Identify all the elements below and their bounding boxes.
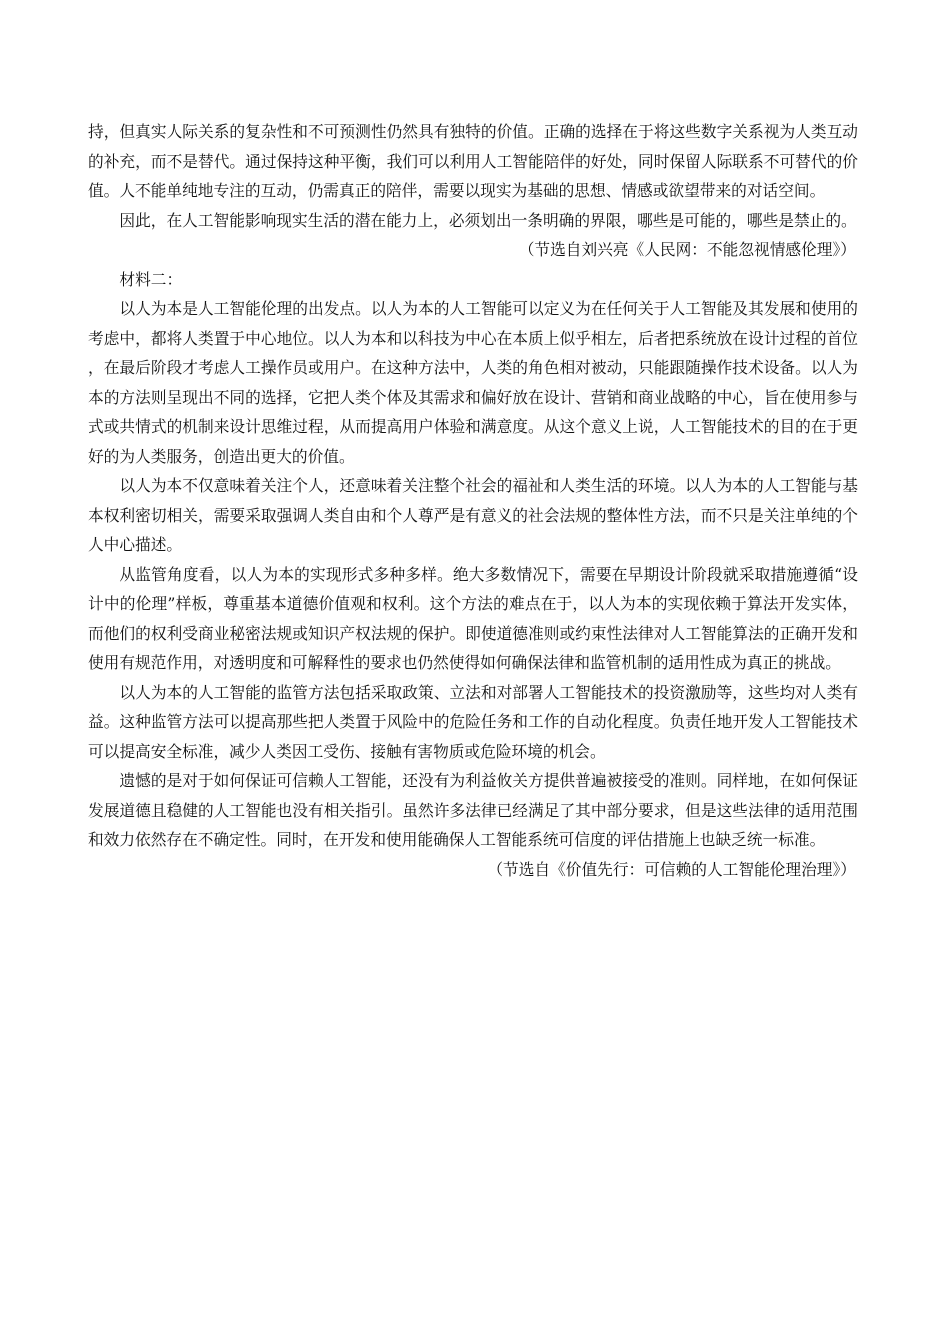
paragraph: 以人为本的人工智能的监管方法包括采取政策、立法和对部署人工智能技术的投资激励等，这些均对人类有益。这种监管方法可以提高那些把人类置于风险中的危险任务和工作的自动化程度。负责任地开发人工智能技术可以提高安全标准，减少人类因工受伤、接触有害物质或危险环境的机会。 — [88, 682, 858, 761]
source-citation-1: （节选自刘兴亮《人民网：不能忽视情感伦理》） — [518, 240, 856, 259]
paragraph: 从监管角度看，以人为本的实现形式多种多样。绝大多数情况下，需要在早期设计阶段就采取措施遵循“设计中的伦理”样板，尊重基本道德价值观和权利。这个方法的难点在于，以人为本的实现依赖于算法开发实体，而他们的权利受商业秘密法规或知识产权法规的保护。即使道德准则或约束性法律对人工智能算法的正确开发和使用有规范作用，对透明度和可解释性的要求也仍然使得如何确保法律和监管机制的适用性成为真正的挑战。 — [88, 564, 858, 672]
paragraph: 遗憾的是对于如何保证可信赖人工智能，还没有为利益攸关方提供普遍被接受的准则。同样地，在如何保证发展道德且稳健的人工智能也没有相关指引。虽然许多法律已经满足了其中部分要求，但是这些法律的适用范围和效力依然存在不确定性。同时，在开发和使用能确保人工智能系统可信度的评估措施上也缺乏统一标准。 — [88, 771, 858, 849]
paragraph: 以人为本不仅意味着关注个人，还意味着关注整个社会的福祉和人类生活的环境。以人为本的人工智能与基本权利密切相关，需要采取强调人类自由和个人尊严是有意义的社会法规的整体性方法，而不只是关注单纯的个人中心描述。 — [88, 476, 858, 554]
document-page — [88, 117, 858, 884]
material-2-heading: 材料二： — [119, 269, 183, 289]
paragraph-conclusion: 因此，在人工智能影响现实生活的潜在能力上，必须划出一条明确的界限，哪些是可能的，哪些是禁止的。 — [119, 210, 857, 230]
paragraph-continuation: 持，但真实人际关系的复杂性和不可预测性仍然具有独特的价值。正确的选择在于将这些数字关系视为人类互动的补充，而不是替代。通过保持这种平衡，我们可以利用人工智能陪伴的好处，同时保留人际联系不可替代的价值。人不能单纯地专注的互动，仍需真正的陪伴，需要以现实为基础的思想、情感或欲望带来的对话空间。 — [88, 122, 858, 200]
paragraph: 以人为本是人工智能伦理的出发点。以人为本的人工智能可以定义为在任何关于人工智能及其发展和使用的考虑中，都将人类置于中心地位。以人为本和以科技为中心在本质上似乎相左，后者把系统放在设计过程的首位，在最后阶段才考虑人工操作员或用户。在这种方法中，人类的角色相对被动，只能跟随操作技术设备。以人为本的方法则呈现出不同的选择，它把人类个体及其需求和偏好放在设计、营销和商业战略的中心，旨在使用参与式或共情式的机制来设计思维过程，从而提高用户体验和满意度。从这个意义上说，人工智能技术的目的在于更好的为人类服务，创造出更大的价值。 — [88, 299, 858, 466]
source-citation-2: （节选自《价值先行：可信赖的人工智能伦理治理》） — [487, 859, 856, 879]
